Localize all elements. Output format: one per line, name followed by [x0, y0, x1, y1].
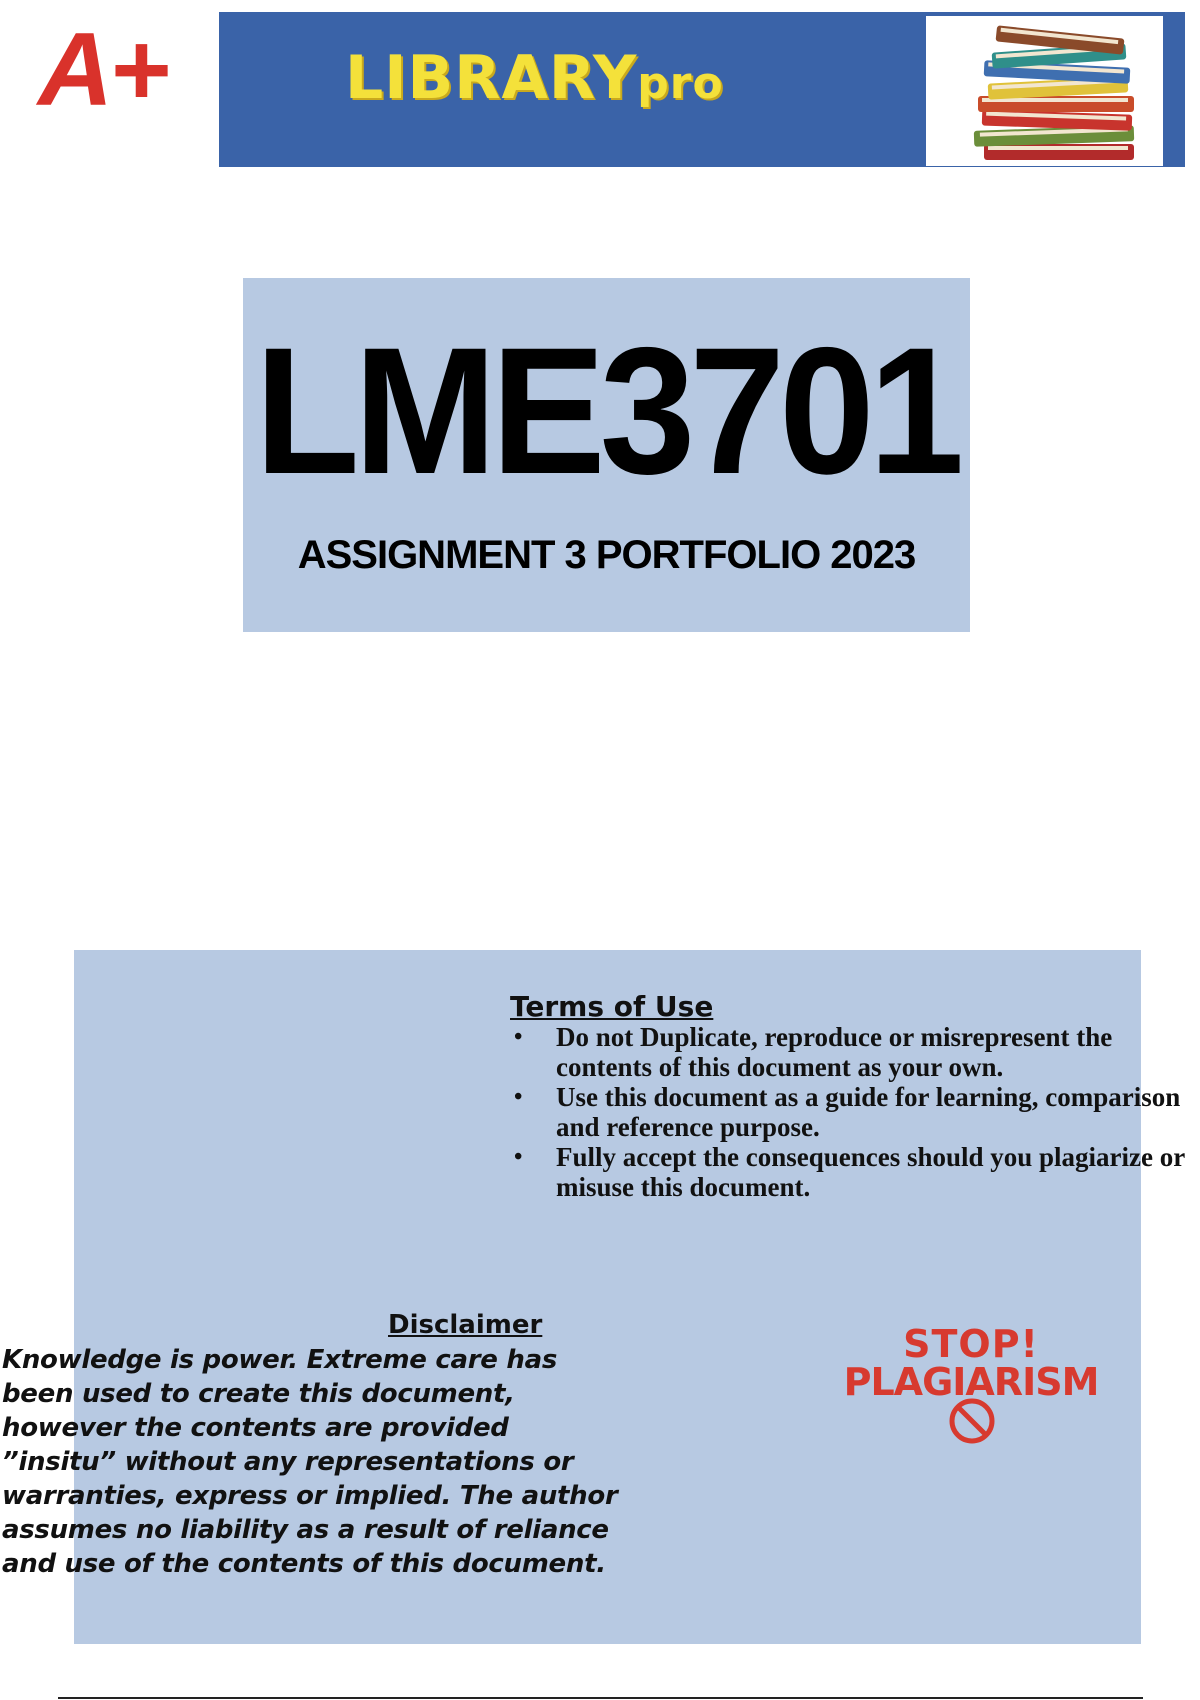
grade-mark: A+: [38, 12, 166, 128]
disclaimer-line: assumes no liability as a result of reliance: [2, 1515, 609, 1545]
terms-item-text: Use this document as a guide for learning, comparison and reference purpose.: [556, 1082, 1181, 1142]
terms-item: [508, 1142, 1198, 1202]
terms-heading: Terms of Use: [510, 990, 714, 1023]
books-image-frame: [926, 16, 1163, 166]
brand-logo-text: [345, 43, 724, 113]
brand-suffix: pro: [637, 58, 724, 109]
terms-item-text: Fully accept the consequences should you plagiarize or misuse this document.: [556, 1142, 1185, 1202]
disclaimer-line: ”insitu” without any representations or: [2, 1447, 574, 1477]
terms-item: [508, 1022, 1198, 1082]
bullet-icon: •: [514, 1144, 523, 1170]
course-code: LME3701: [254, 310, 959, 512]
disclaimer-heading: Disclaimer: [388, 1310, 543, 1340]
prohibited-icon: [948, 1397, 996, 1445]
disclaimer-line: been used to create this document,: [2, 1379, 515, 1409]
brand-main: LIBRARY: [345, 43, 638, 113]
bullet-icon: •: [514, 1084, 523, 1110]
terms-item-text: Do not Duplicate, reproduce or misrepresent the contents of this document as your own.: [556, 1022, 1113, 1082]
disclaimer-line: and use of the contents of this document.: [2, 1549, 606, 1579]
disclaimer-line: however the contents are provided: [2, 1413, 509, 1443]
stack-of-books-icon: [926, 16, 1163, 166]
stop-stamp-line2: PLAGIARISM: [843, 1360, 1099, 1404]
bottom-rule: [58, 1697, 1143, 1699]
bullet-icon: •: [514, 1024, 523, 1050]
stop-stamp-line1: STOP!: [903, 1322, 1039, 1366]
terms-item: [508, 1082, 1198, 1142]
disclaimer-line: Knowledge is power. Extreme care has: [2, 1345, 557, 1375]
disclaimer-line: warranties, express or implied. The author: [2, 1481, 618, 1511]
disclaimer-text: [2, 1343, 662, 1581]
terms-list: [508, 1022, 1198, 1202]
assignment-title: ASSIGNMENT 3 PORTFOLIO 2023: [297, 533, 916, 577]
